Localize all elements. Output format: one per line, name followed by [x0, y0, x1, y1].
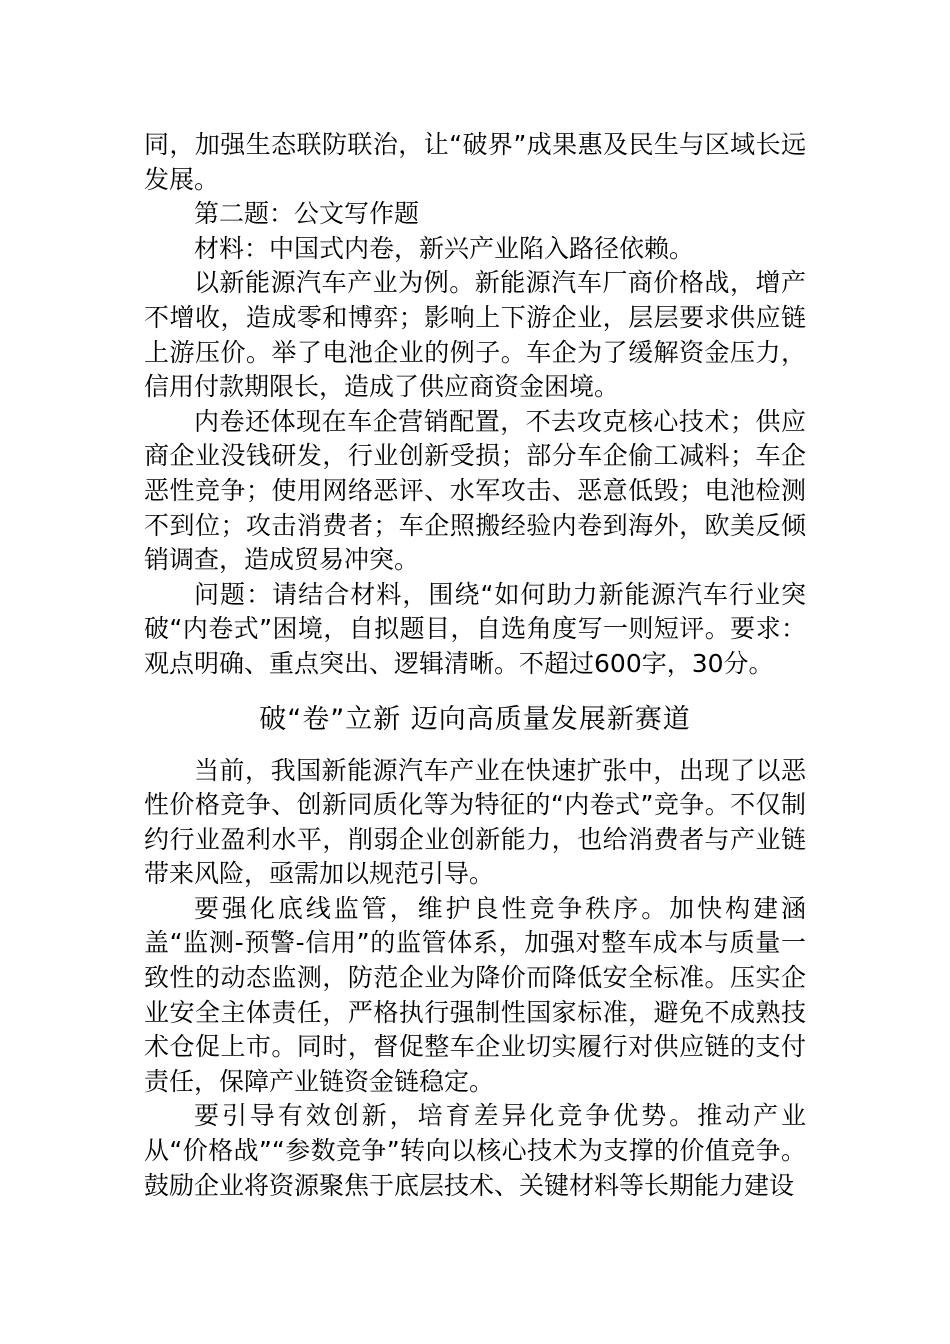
- essay-paragraph: 要引导有效创新，培育差异化竞争优势。推动产业从“价格战”“参数竞争”转向以核心技术为支撑的价值竞争。鼓励企业将资源聚焦于底层技术、关键材料等长期能力建设: [144, 1101, 806, 1200]
- essay-title: 破“卷”立新 迈向高质量发展新赛道: [259, 703, 691, 735]
- continuation-paragraph: 同，加强生态联防联治，让“破界”成果惠及民生与区域长远发展。: [144, 130, 806, 194]
- document-body: [144, 128, 806, 1203]
- material-intro: 材料：中国式内卷，新兴产业陷入路径依赖。: [194, 233, 695, 263]
- essay-paragraph: 当前，我国新能源汽车产业在快速扩张中，出现了以恶性价格竞争、创新同质化等为特征的“内卷式”竞争。不仅制约行业盈利水平，削弱企业创新能力，也给消费者与产业链带来风险，亟需加以规范引导。: [144, 755, 806, 889]
- question-prompt: 问题：请结合材料，围绕“如何助力新能源汽车行业突破“内卷式”困境，自拟题目，自选角度写一则短评。要求：观点明确、重点突出、逻辑清晰。不超过600字，30分。: [144, 579, 806, 678]
- material-paragraph: 以新能源汽车产业为例。新能源汽车厂商价格战，增产不增收，造成零和博弈；影响上下游企业，层层要求供应链上游压价。举了电池企业的例子。车企为了缓解资金压力，信用付款期限长，造成了供应商资金困境。: [144, 268, 806, 402]
- essay-paragraph: 要强化底线监管，维护良性竞争秩序。加快构建涵盖“监测-预警-信用”的监管体系，加强对整车成本与质量一致性的动态监测，防范企业为降价而降低安全标准。压实企业安全主体责任，严格执行强制性国家标准，避免不成熟技术仓促上市。同时，督促整车企业切实履行对供应链的支付责任，保障产业链资金链稳定。: [144, 893, 806, 1096]
- material-paragraph: 内卷还体现在车企营销配置，不去攻克核心技术；供应商企业没钱研发，行业创新受损；部分车企偷工减料；车企恶性竞争；使用网络恶评、水军攻击、恶意低毁；电池检测不到位；攻击消费者；车企照搬经验内卷到海外，欧美反倾销调查，造成贸易冲突。: [144, 406, 806, 575]
- question-heading: 第二题：公文写作题: [194, 199, 420, 229]
